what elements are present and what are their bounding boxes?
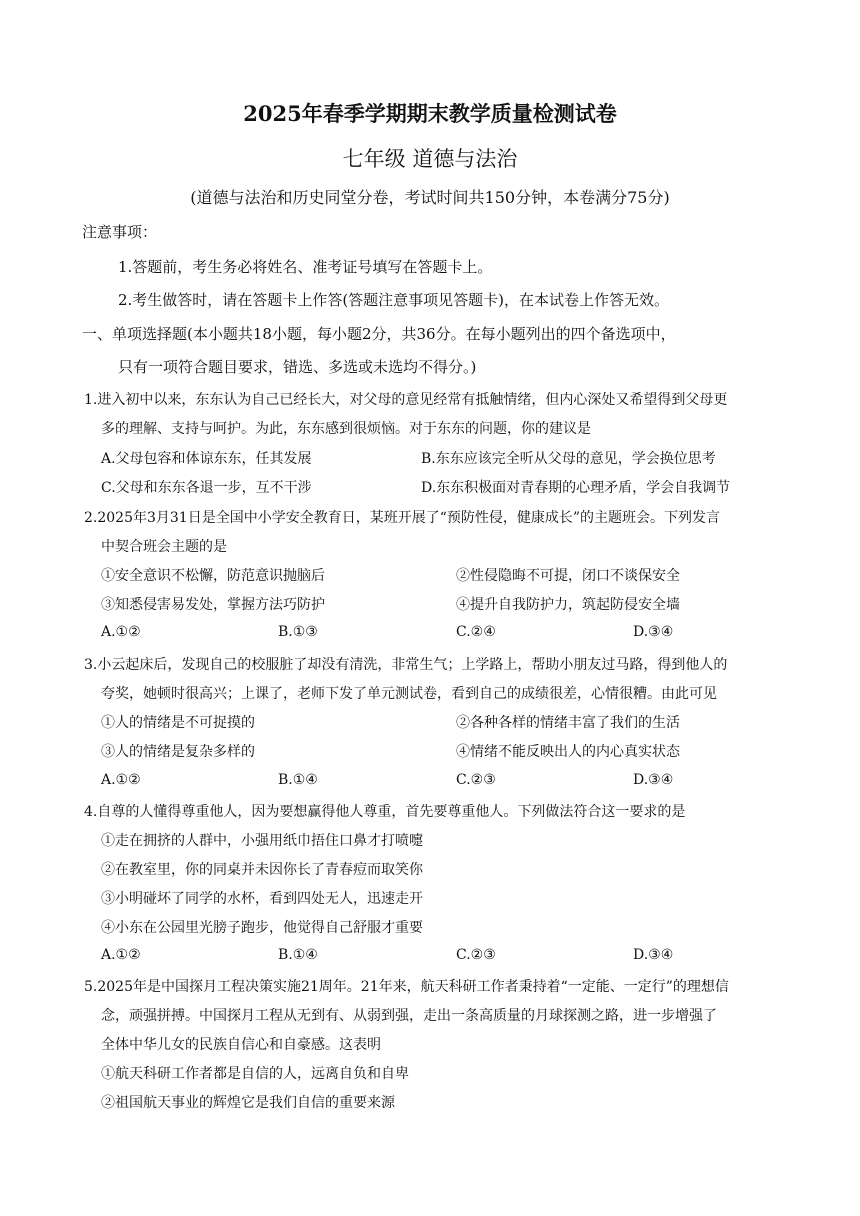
q3-stem-line-2: 夸奖，她顿时很高兴；上课了，老师下发了单元测试卷，看到自己的成绩很差，心情很糟。由此可见 [101, 686, 717, 702]
q1-option-d: D.东东积极面对青春期的心理矛盾，学会自我调节 [421, 480, 731, 496]
q2-stem-line-2: 中契合班会主题的是 [101, 539, 227, 555]
q2-statement-2: ②性侵隐晦不可提，闭口不谈保安全 [456, 568, 680, 584]
q5-statement-2: ②祖国航天事业的辉煌它是我们自信的重要来源 [101, 1095, 395, 1111]
q3-option-a: A.①② [101, 772, 141, 788]
q4-statement-4: ④小东在公园里光膀子跑步，他觉得自己舒服才重要 [101, 920, 423, 936]
q1-stem-line-2: 多的理解、支持与呵护。为此，东东感到很烦恼。对于东东的问题，你的建议是 [101, 421, 591, 437]
q3-statement-4: ④情绪不能反映出人的内心真实状态 [456, 744, 680, 760]
notice-heading: 注意事项： [82, 223, 158, 241]
q2-statement-4: ④提升自我防护力，筑起防侵安全墙 [456, 597, 680, 613]
q1-option-c: C.父母和东东各退一步，互不干涉 [101, 480, 312, 496]
q2-option-d: D.③④ [633, 624, 674, 640]
q3-option-d: D.③④ [633, 772, 674, 788]
q5-stem-line-2: 念，顽强拼搏。中国探月工程从无到有、从弱到强，走出一条高质量的月球探测之路，进一步增强了 [101, 1008, 717, 1024]
q4-option-c: C.②③ [456, 947, 496, 963]
q4-statement-2: ②在教室里，你的同桌并未因你长了青春痘而取笑你 [101, 862, 423, 878]
q4-stem-line-1: 4.自尊的人懂得尊重他人，因为要想赢得他人尊重，首先要尊重他人。下列做法符合这一要求的是 [84, 804, 686, 820]
notice-item-1: 1.答题前，考生务必将姓名、准考证号填写在答题卡上。 [118, 258, 493, 276]
q2-stem-line-1: 2.2025年3月31日是全国中小学安全教育日，某班开展了“预防性侵，健康成长”的主题班会。下列发言 [84, 510, 721, 526]
q3-statement-1: ①人的情绪是不可捉摸的 [101, 715, 255, 731]
q3-option-b: B.①④ [278, 772, 318, 788]
q1-stem-line-1: 1.进入初中以来，东东认为自己已经长大，对父母的意见经常有抵触情绪，但内心深处又希望得到父母更 [84, 392, 728, 408]
q2-option-c: C.②④ [456, 624, 496, 640]
q5-statement-1: ①航天科研工作者都是自信的人，远离自负和自卑 [101, 1066, 409, 1082]
q4-statement-3: ③小明碰坏了同学的水杯，看到四处无人，迅速走开 [101, 891, 423, 907]
q4-option-a: A.①② [101, 947, 141, 963]
q3-option-c: C.②③ [456, 772, 496, 788]
q2-statement-1: ①安全意识不松懈，防范意识抛脑后 [101, 568, 325, 584]
exam-title: 2025年春季学期期末教学质量检测试卷 [243, 101, 617, 126]
exam-info: (道德与法治和历史同堂分卷，考试时间共150分钟，本卷满分75分) [190, 188, 670, 207]
q2-option-b: B.①③ [278, 624, 318, 640]
q4-option-b: B.①④ [278, 947, 318, 963]
section-heading-line-1: 一、单项选择题(本小题共18小题，每小题2分，共36分。在每小题列出的四个备选项中， [82, 325, 676, 343]
q5-stem-line-3: 全体中华儿女的民族自信心和自豪感。这表明 [101, 1037, 381, 1053]
q3-statement-3: ③人的情绪是复杂多样的 [101, 744, 255, 760]
q3-statement-2: ②各种各样的情绪丰富了我们的生活 [456, 715, 680, 731]
q4-statement-1: ①走在拥挤的人群中，小强用纸巾捂住口鼻才打喷嚏 [101, 833, 423, 849]
q2-statement-3: ③知悉侵害易发处，掌握方法巧防护 [101, 597, 325, 613]
q1-option-b: B.东东应该完全听从父母的意见，学会换位思考 [421, 451, 716, 467]
notice-item-2: 2.考生做答时，请在答题卡上作答(答题注意事项见答题卡)，在本试卷上作答无效。 [118, 291, 670, 309]
q5-stem-line-1: 5.2025年是中国探月工程决策实施21周年。21年来，航天科研工作者秉持着“一定能、一定行”的理想信 [84, 979, 729, 995]
q1-option-a: A.父母包容和体谅东东，任其发展 [101, 451, 312, 467]
q4-option-d: D.③④ [633, 947, 674, 963]
section-heading-line-2: 只有一项符合题目要求，错选、多选或未选均不得分。) [118, 358, 477, 376]
q2-option-a: A.①② [101, 624, 141, 640]
q3-stem-line-1: 3.小云起床后，发现自己的校服脏了却没有清洗，非常生气；上学路上，帮助小朋友过马路，得到他人的 [84, 657, 728, 673]
exam-subject: 七年级 道德与法治 [342, 147, 518, 171]
